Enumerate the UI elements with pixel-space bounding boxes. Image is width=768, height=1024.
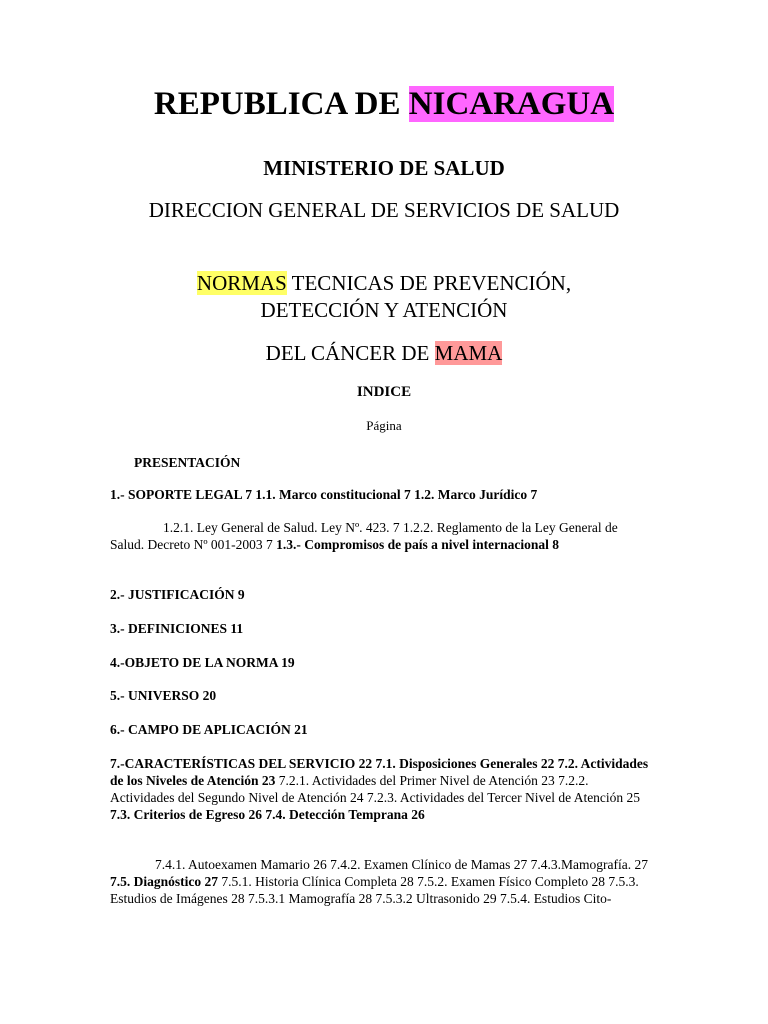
toc-carac-b: 7.2.1. Actividades del Primer Nivel de Atención 23 7.2.2. Actividades del Segundo Nivel de Atención 24 7.2.3. Actividades del Tercer Nivel de Atención 25: [110, 773, 641, 805]
toc-carac-c: 7.3. Criterios de Egreso 26 7.4. Detección Temprana 26: [110, 807, 425, 822]
toc-presentacion: PRESENTACIÓN: [134, 455, 241, 470]
title-prefix: REPUBLICA DE: [153, 86, 409, 122]
index-heading: INDICE: [356, 384, 412, 400]
toc-campo: 6.- CAMPO DE APLICACIÓN 21: [110, 722, 308, 737]
normas-line2: DETECCIÓN Y ATENCIÓN: [260, 298, 508, 322]
ministry-heading: MINISTERIO DE SALUD: [263, 156, 505, 180]
normas-heading: [0, 270, 768, 324]
toc-auto-a: 7.4.1. Autoexamen Mamario 26 7.4.2. Examen Clínico de Mamas 27 7.4.3.Mamografía. 27: [155, 857, 649, 872]
toc-auto-b: 7.5. Diagnóstico 27: [110, 874, 218, 889]
toc-auto-c: 7.5.1. Historia Clínica Completa 28 7.5.2. Examen Físico Completo 28 7.5.3. Estudios de Imágenes 28 7.5.3.1 Mamografía 28 7.5.3.2 Ultrasonido 29 7.5.4. Estudios Cito-: [110, 874, 639, 906]
toc-soporte-legal: 1.- SOPORTE LEGAL 7 1.1. Marco constitucional 7 1.2. Marco Jurídico 7: [110, 487, 538, 502]
direccion-heading: DIRECCION GENERAL DE SERVICIOS DE SALUD: [148, 198, 620, 222]
toc-definiciones: 3.- DEFINICIONES 11: [110, 621, 244, 636]
toc-carac-a: 7.-CARACTERÍSTICAS DEL SERVICIO 22 7.1. Disposiciones Generales 22 7.2. Actividades de los Niveles de Atención 23: [110, 756, 649, 788]
document-title: [0, 84, 768, 124]
toc-ley-general: [110, 519, 655, 553]
cancer-highlight: MAMA: [434, 341, 503, 365]
toc-universo: 5.- UNIVERSO 20: [110, 688, 217, 703]
toc-ley-a: 1.2.1. Ley General de Salud. Ley Nº. 423. 7 1.2.2. Reglamento de la Ley General de Salud. Decreto Nº 001-2003 7: [110, 520, 618, 552]
normas-highlight: NORMAS: [196, 271, 287, 295]
normas-rest: TECNICAS DE PREVENCIÓN,: [286, 271, 572, 295]
toc-autoexamen: [110, 856, 655, 907]
title-highlight: NICARAGUA: [408, 86, 615, 122]
toc-justificacion: 2.- JUSTIFICACIÓN 9: [110, 587, 245, 602]
toc-caracteristicas: [110, 755, 655, 823]
toc-objeto: 4.-OBJETO DE LA NORMA 19: [110, 655, 295, 670]
toc-ley-b: 1.3.- Compromisos de país a nivel internacional 8: [276, 537, 560, 552]
cancer-heading: [0, 339, 768, 367]
page-column-label: Página: [366, 418, 402, 433]
cancer-prefix: DEL CÁNCER DE: [265, 341, 435, 365]
